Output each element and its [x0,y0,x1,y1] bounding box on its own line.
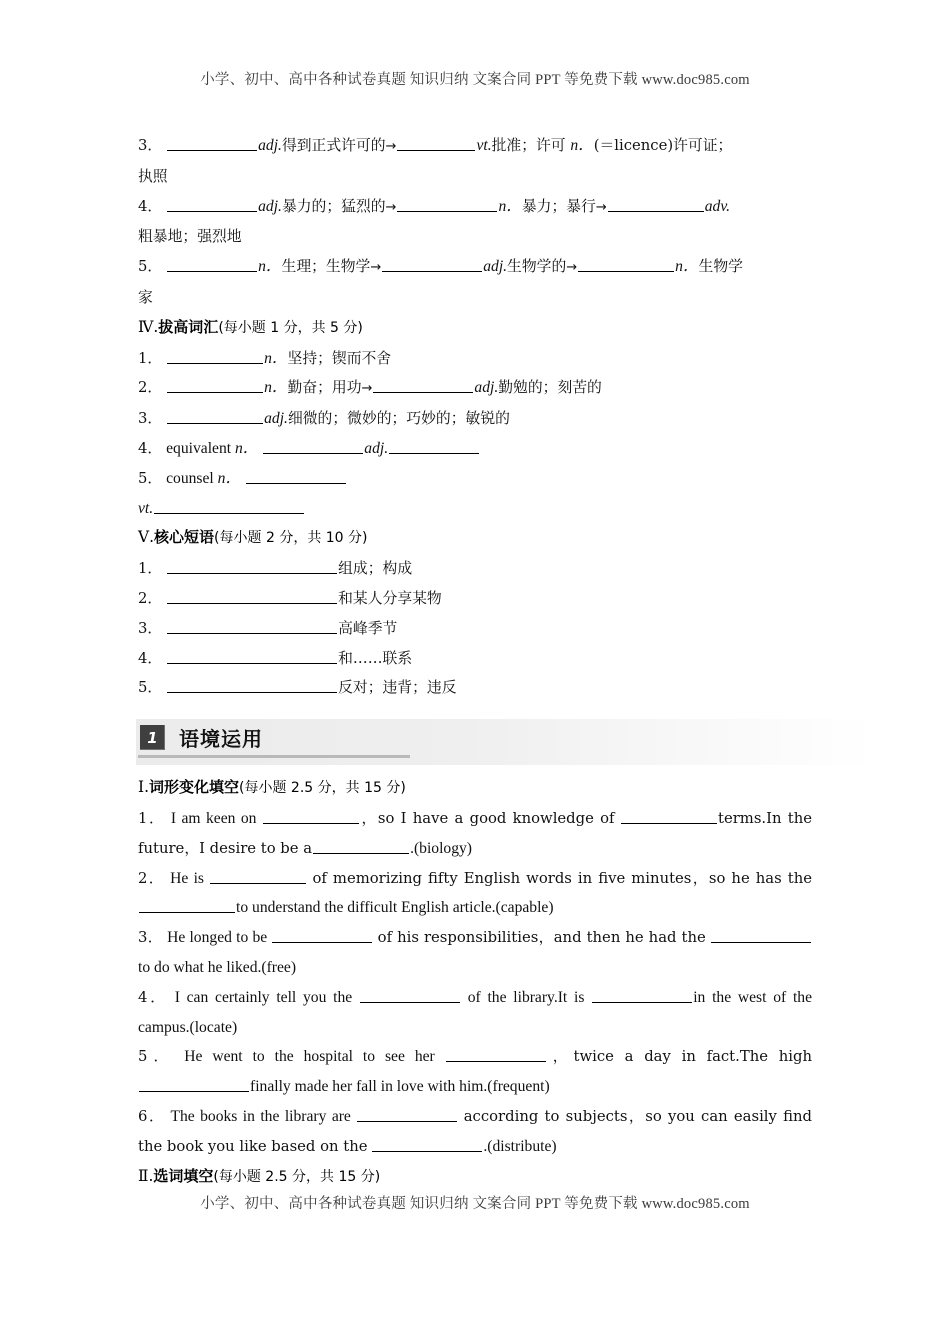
sentence-part: .(distribute) [483,1137,557,1155]
blank-field[interactable] [313,838,409,854]
item-number: 4． [138,439,163,457]
section-heading-1 [138,773,812,804]
section-dot: . [149,528,155,547]
item-number: 3． [138,410,163,428]
sentence-part: of memorizing fifty English words in five minutes，so he has the [312,869,812,887]
blank-field[interactable] [621,808,717,824]
blank-field[interactable] [167,678,337,694]
sentence-part: of the library.It is [467,988,585,1006]
gloss-zh: 勤勉的；刻苦的 [498,379,602,397]
section-points: (每小题 2 分，共 10 分) [214,530,368,547]
blank-field[interactable] [389,438,479,454]
item-number: 5． [138,258,163,276]
blank-field[interactable] [608,196,704,212]
sentence-part: The books in the library are [170,1107,351,1125]
sentence-part: in the west of the campus.(locate) [138,988,813,1036]
headword: equivalent [166,439,235,457]
sentence-part: He longed to be [167,929,268,947]
section-title: 词形变化填空 [149,778,240,797]
headword: counsel [166,469,218,487]
item-number: 5． [138,469,163,487]
section-roman: Ⅱ [138,1166,149,1185]
phrase-meaning: 反对；违背；违反 [338,679,457,697]
blank-field[interactable] [167,558,337,574]
gloss-zh: 生物学的 [507,258,567,276]
gloss-zh: 坚持；锲而不舍 [287,349,392,367]
vocab-item-5-wrap [138,283,812,313]
pos-adv: adv. [704,197,731,215]
section-dot: . [148,1166,154,1185]
iv-item-5 [138,464,812,494]
section-points: (每小题 2.5 分，共 15 分) [213,1168,381,1185]
blank-field[interactable] [167,588,337,604]
v-item-4 [138,644,812,674]
exercise-item-3 [138,923,812,983]
section-dot: . [153,317,159,336]
blank-field[interactable] [246,468,346,484]
section-points: (每小题 1 分，共 5 分) [218,319,363,336]
blank-field[interactable] [167,408,263,424]
header-watermark: 小学、初中、高中各种试卷真题 知识归纳 文案合同 PPT 等免费下载 www.doc985.com [200,72,750,88]
banner-title: 语境运用 [179,727,263,752]
item-number: 4． [138,649,163,667]
exercise-item-2 [138,864,812,924]
sentence-part: I am keen on [170,809,257,827]
blank-field[interactable] [397,196,497,212]
sentence-part: ，twice a day in fact.The high [546,1048,812,1066]
section-title: 选词填空 [153,1166,214,1185]
exercise-item-4 [138,983,812,1043]
v-item-1 [138,554,812,584]
blank-field[interactable] [360,987,460,1003]
gloss-zh: 批准；许可 [491,137,571,154]
section-banner-contextual-use [136,719,874,765]
item-number: 2． [138,379,163,397]
gloss-zh: (＝licence)许可证； [593,137,733,154]
blank-field[interactable] [167,648,337,664]
banner-number-badge: 1 [140,725,165,750]
gloss-zh: 细微的；微妙的；巧妙的；敏锐的 [287,410,510,428]
blank-field[interactable] [167,348,263,364]
phrase-meaning: 和……联系 [338,649,413,667]
section-heading-2 [138,1162,812,1193]
vocab-item-4 [138,192,812,223]
blank-field[interactable] [592,987,692,1003]
iv-item-4 [138,434,812,464]
pos-n: n． [264,349,288,367]
blank-field[interactable] [210,868,306,884]
v-item-3 [138,614,812,644]
exercise-item-5 [138,1042,812,1102]
blank-field[interactable] [578,256,674,272]
pos-adj: adj. [264,410,288,428]
blank-field[interactable] [263,808,359,824]
sentence-part: terms.In the future，I desire to be a [138,809,812,857]
document-content [138,131,812,1192]
item-number: 3． [138,929,163,947]
phrase-meaning: 组成；构成 [338,560,413,578]
pos-adj: adj. [258,197,282,215]
gloss-zh: 暴力的；猛烈的 [281,197,386,215]
item-number: 3． [138,137,163,154]
vocab-item-5 [138,252,812,283]
pos-adj: adj. [364,439,389,457]
exercise-item-1 [138,804,812,864]
gloss-zh-cont: 家 [138,288,153,306]
blank-field[interactable] [711,927,811,943]
blank-field[interactable] [357,1106,457,1122]
section-heading-v [138,523,812,554]
item-number: 5． [138,1048,175,1066]
banner-underline [138,755,410,758]
blank-field[interactable] [139,898,235,914]
gloss-zh: 生物学 [698,258,743,276]
iv-item-1 [138,344,812,374]
sentence-part: He is [170,869,204,887]
pos-n: n． [217,469,242,487]
pos-vt: vt. [476,137,492,154]
sentence-part: of his responsibilities，and then he had the [377,929,706,947]
arrow-icon: → [361,381,373,397]
blank-field[interactable] [263,438,363,454]
blank-field[interactable] [446,1047,546,1063]
blank-field[interactable] [167,618,337,634]
v-item-2 [138,584,812,614]
blank-field[interactable] [167,378,263,394]
sentence-part: to do what he liked.(free) [138,958,297,976]
item-number: 4． [138,197,163,215]
blank-field[interactable] [397,135,475,151]
phrase-meaning: 和某人分享某物 [338,589,442,607]
pos-adj: adj. [258,137,282,154]
item-number: 2． [138,589,163,607]
section-dot: . [144,778,149,797]
iv-item-3 [138,404,812,434]
section-points: (每小题 2.5 分，共 15 分) [239,780,406,797]
pos-n: n． [570,137,594,154]
vocab-item-4-wrap [138,222,812,252]
gloss-zh: 生理；生物学 [281,258,371,276]
arrow-icon: → [385,199,397,215]
blank-field[interactable] [154,498,304,514]
pos-n: n． [234,439,259,457]
blank-field[interactable] [382,256,482,272]
gloss-zh-cont: 粗暴地；强烈地 [138,228,242,246]
sentence-part: I can certainly tell you the [174,988,353,1006]
item-number: 2． [138,869,165,887]
vocab-item-3 [138,131,812,162]
section-roman: Ⅴ [138,528,150,547]
section-title: 拔高词汇 [158,317,219,336]
section-title: 核心短语 [154,528,215,547]
sentence-part: to understand the difficult English article.(capable) [236,899,554,917]
sentence-part: finally made her fall in love with him.(frequent) [250,1078,550,1096]
sentence-hint: .(biology) [410,839,472,857]
banner-inner [140,723,263,752]
gloss-zh: 暴力；暴行 [521,197,596,215]
pos-vt: vt. [138,499,154,517]
gloss-zh-cont: 执照 [138,167,168,185]
item-number: 5． [138,679,163,697]
arrow-icon: → [370,260,382,276]
section-roman: Ⅰ [138,778,145,797]
arrow-icon: → [595,199,607,215]
phrase-meaning: 高峰季节 [338,619,398,637]
blank-field[interactable] [167,256,257,272]
pos-n: n． [258,258,282,276]
v-item-5 [138,673,812,703]
section-heading-iv [138,313,812,344]
blank-field[interactable] [272,927,372,943]
pos-adj: adj. [483,258,508,276]
sentence-part: He went to the hospital to see her [184,1048,435,1066]
iv-item-2 [138,373,812,404]
iv-item-5-vt [138,494,812,524]
item-number: 3． [138,619,163,637]
item-number: 4． [138,988,168,1006]
pos-n: n． [264,379,288,397]
blank-field[interactable] [139,1076,249,1092]
arrow-icon: → [566,260,578,276]
item-number: 6． [138,1107,166,1125]
item-number: 1． [138,809,166,827]
vocab-item-3-wrap [138,162,812,192]
pos-n: n． [498,197,522,215]
pos-adj: adj. [474,379,499,397]
arrow-icon: → [385,139,397,154]
item-number: 1． [138,560,163,578]
exercise-item-6 [138,1102,812,1162]
footer-watermark: 小学、初中、高中各种试卷真题 知识归纳 文案合同 PPT 等免费下载 www.doc985.com [200,1196,750,1212]
sentence-part: according to subjects，so you can easily find the book you like based on the [138,1107,813,1155]
item-number: 1． [138,349,163,367]
blank-field[interactable] [372,1136,482,1152]
sentence-part: ，so I have a good knowledge of [359,809,615,827]
blank-field[interactable] [167,135,257,151]
gloss-zh: 勤奋；用功 [287,379,362,397]
gloss-zh: 得到正式许可的 [281,137,386,154]
section-roman: Ⅳ [138,317,154,336]
blank-field[interactable] [373,378,473,394]
blank-field[interactable] [167,196,257,212]
pos-n: n． [675,258,699,276]
